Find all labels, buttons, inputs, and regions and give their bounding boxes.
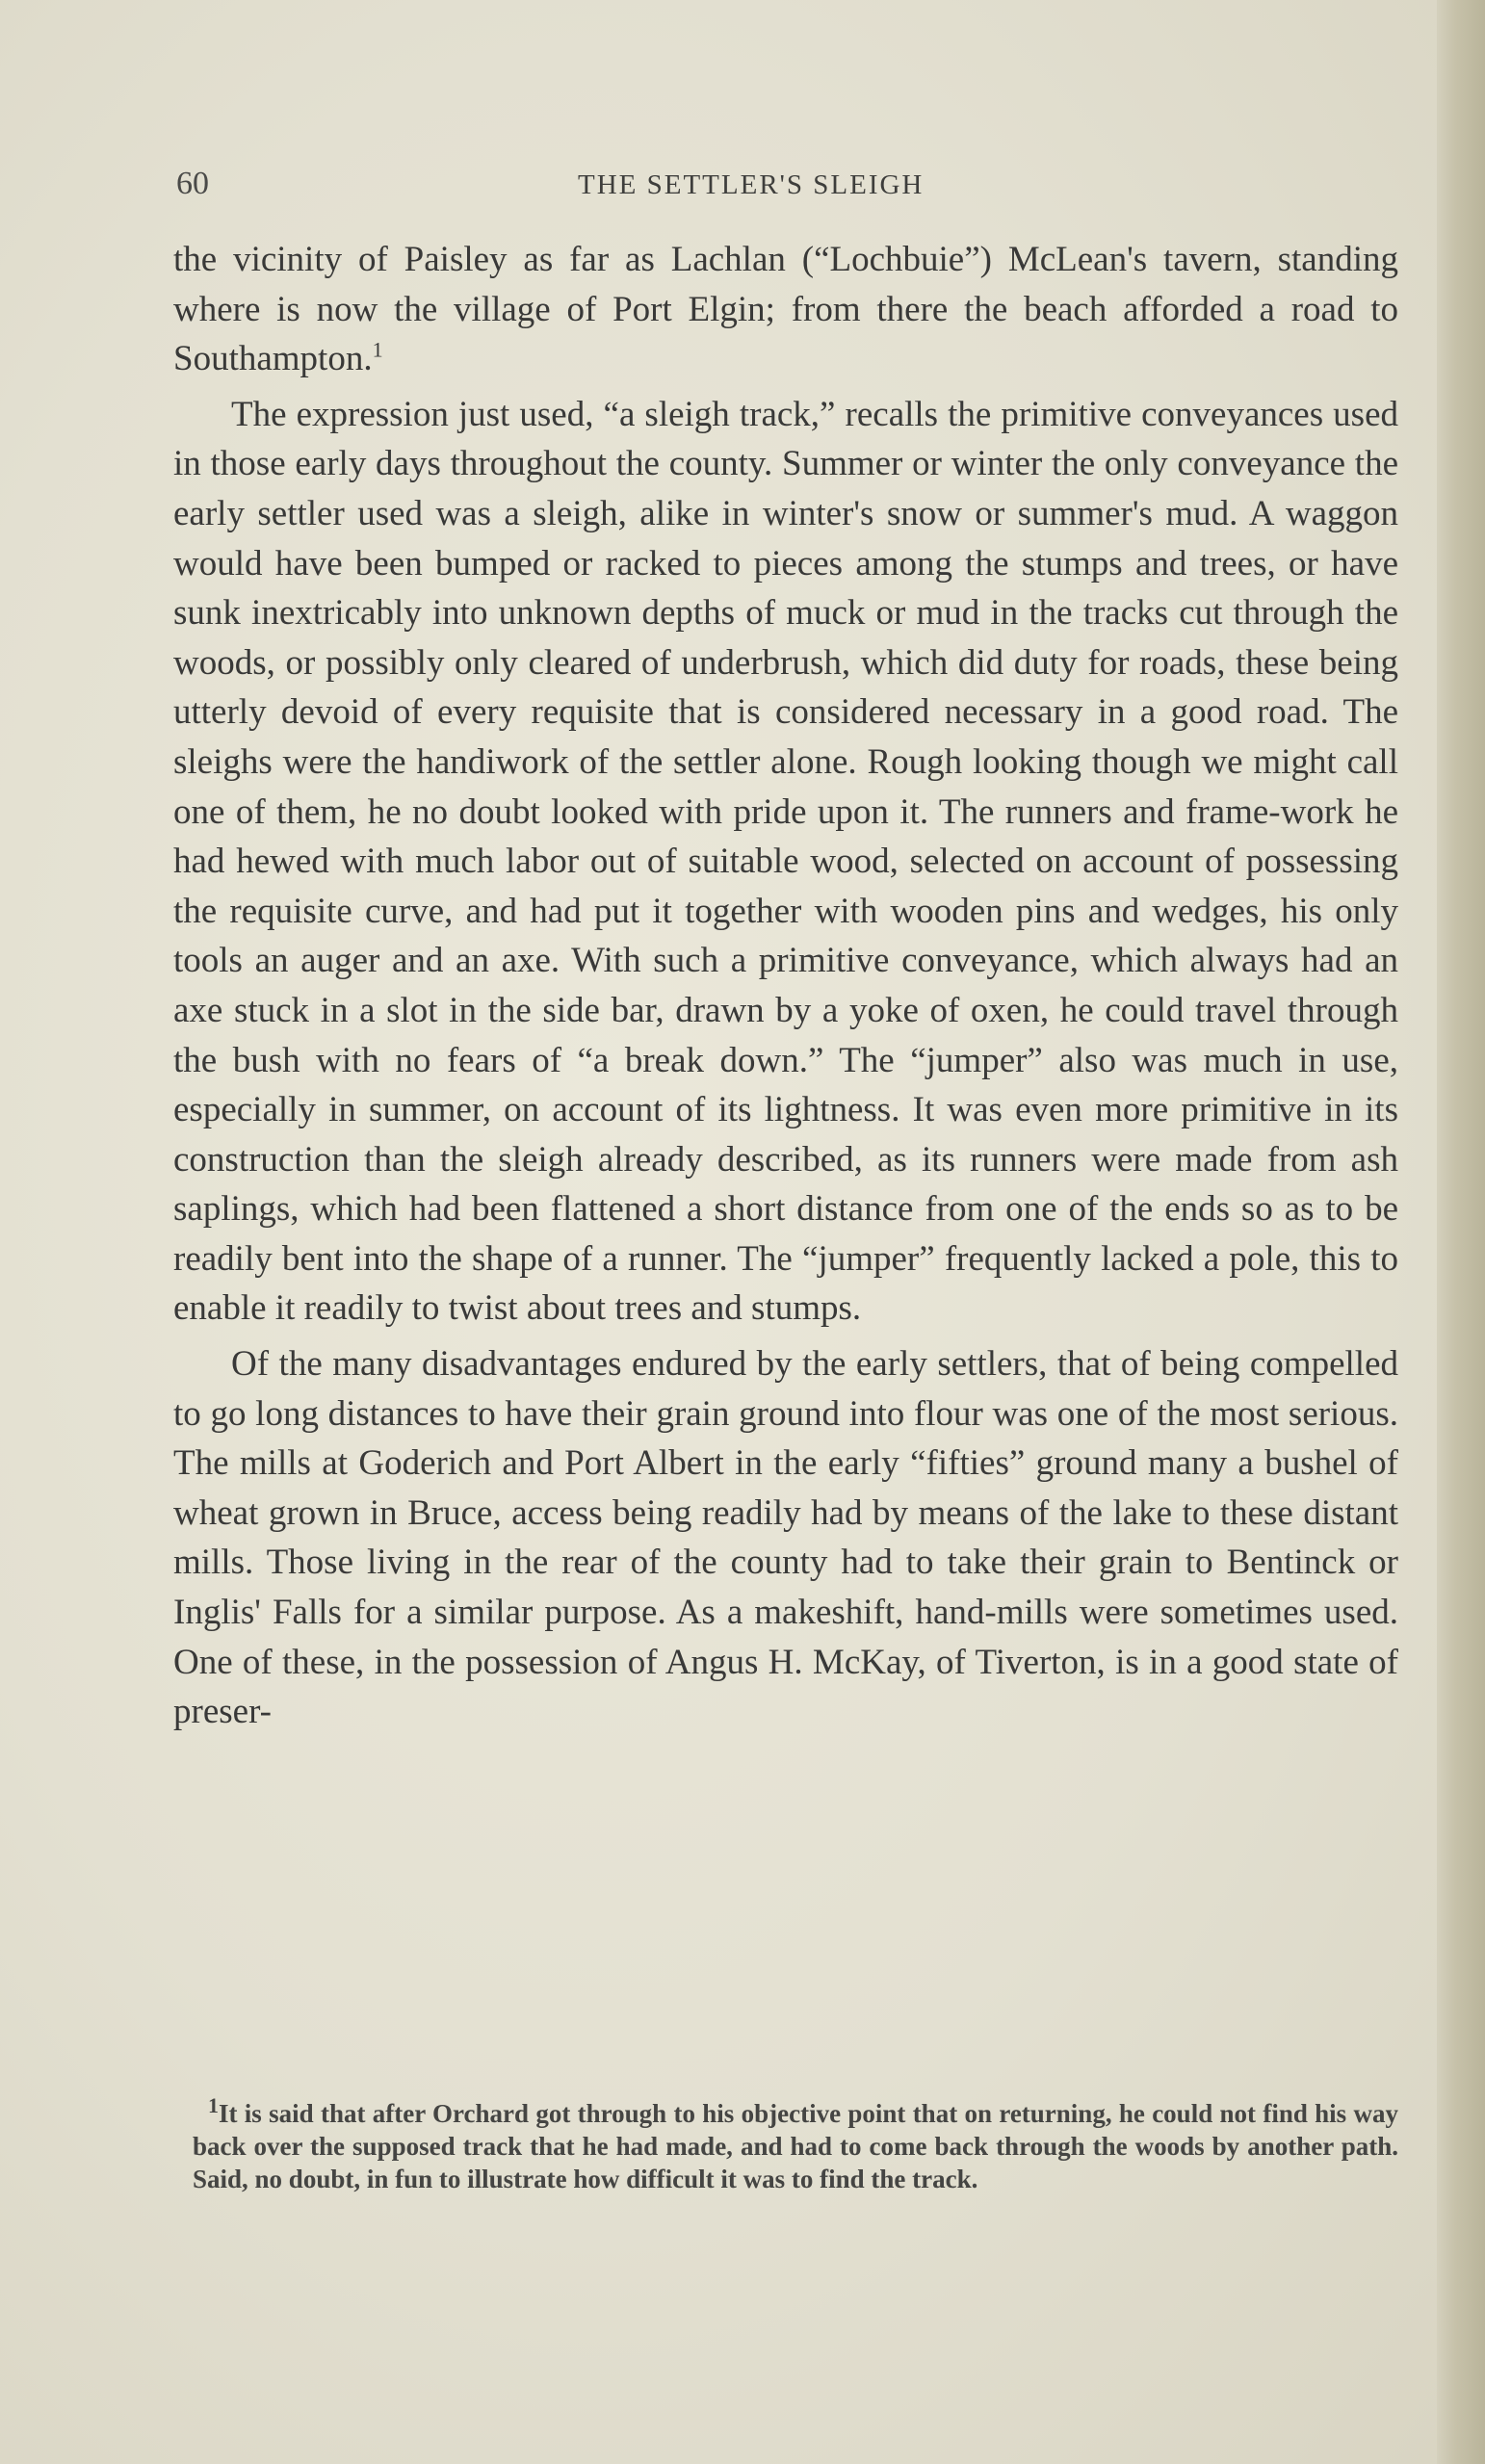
paragraph-3: Of the many disadvantages endured by the early settlers, that of being compelled to go long distances to have their grain ground into flour was one of the most serious. The mills at Goderich and Port Albert in the early “fifties” ground many a bushel of wheat grown in Bruce, access being readily had by means of the lake to these distant mills. Those living in the rear of the county had to take their grain to Bentinck or Inglis' Falls for a similar purpose. As a makeshift, hand-mills were sometimes used. One of these, in the possession of Angus H. McKay, of Tiverton, is in a good state of preser-	[173, 1344, 1398, 1732]
footnote-reference: 1	[372, 337, 383, 362]
paragraph-1-text: the vicinity of Paisley as far as Lachlan (“Lochbuie”) McLean's tavern, standing where is now the village of Port Elgin; from there the beach afforded a road to Southampton.	[173, 240, 1398, 379]
running-title: THE SETTLER'S SLEIGH	[578, 169, 925, 200]
paragraph-2: The expression just used, “a sleigh track,” recalls the primitive conveyances used in those early days throughout the county. Summer or winter the only conveyance the early settler used was a sleigh, alike in winter's snow or summer's mud. A waggon would have been bumped or racked to pieces among the stumps and trees, or have sunk inextricably into unknown depths of muck or mud in the tracks cut through the woods, or possibly only cleared of underbrush, which did duty for roads, these being utterly devoid of every requisite that is considered necessary in a good road. The sleighs were the handiwork of the settler alone. Rough looking though we might call one of them, he no doubt looked with pride upon it. The runners and frame-work he had hewed with much labor out of suitable wood, selected on account of possessing the requisite curve, and had put it together with wooden pins and wedges, his only tools an auger and an axe. With such a primitive conveyance, which always had an axe stuck in a slot in the side bar, drawn by a yoke of oxen, he could travel through the bush with no fears of “a break down.” The “jumper” also was much in use, especially in summer, on account of its lightness. It was even more primitive in its construction than the sleigh already described, as its runners were made from ash saplings, which had been flattened a short distance from one of the ends so as to be readily bent into the shape of a runner. The “jumper” frequently lacked a pole, this to enable it readily to twist about trees and stumps.	[173, 394, 1398, 1329]
page-number: 60	[176, 166, 209, 201]
footnote-mark: 1	[208, 2093, 219, 2117]
body-text	[173, 235, 1398, 1743]
paragraph-1	[173, 235, 1398, 384]
running-head	[176, 162, 1399, 210]
footnote-text: It is said that after Orchard got through to his objective point that on returning, he could not find his way back over the supposed track that he had made, and had to come back through the woods by another path. Said, no doubt, in fun to illustrate how difficult it was to find the track.	[193, 2099, 1398, 2193]
footnote	[193, 2093, 1398, 2195]
page-gutter-shadow	[1437, 0, 1485, 2464]
